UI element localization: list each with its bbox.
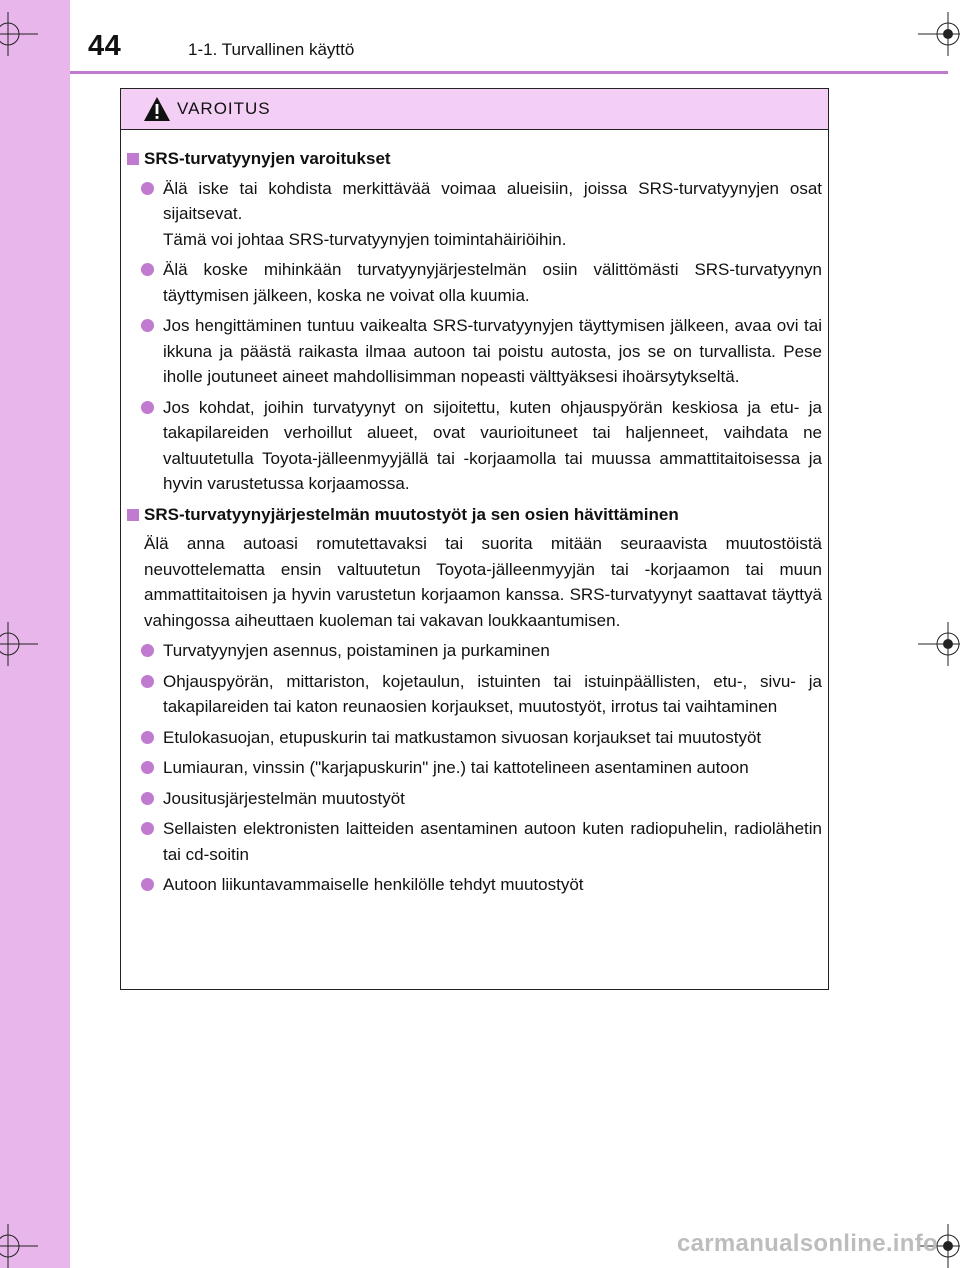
round-bullet-icon: [141, 401, 154, 414]
section-intro: Älä anna autoasi romutettavaksi tai suorita mitään seuraavista muutostöistä neuvottelematta ensin valtuutetun Toyota-jälleenmyyjän tai -korjaamon tai muun ammattitaitoisen ja hyvin varustetun korjaamon kanssa. SRS-turvatyynyt saattavat täyttyä vahingossa aiheuttaen kuoleman tai vakavan loukkaantumisen.: [144, 534, 822, 630]
warning-label: VAROITUS: [177, 99, 271, 118]
round-bullet-icon: [141, 822, 154, 835]
section-heading-text: SRS-turvatyynyjen varoitukset: [144, 149, 391, 168]
header-rule: [70, 71, 948, 74]
list-item: [127, 176, 822, 253]
list-item: [127, 257, 822, 308]
list-item-text: Turvatyynyjen asennus, poistaminen ja purkaminen: [163, 641, 550, 660]
list-item: [127, 755, 822, 781]
round-bullet-icon: [141, 731, 154, 744]
round-bullet-icon: [141, 182, 154, 195]
registration-mark-icon: [0, 12, 38, 56]
list-item-text: Lumiauran, vinssin ("karjapuskurin" jne.) tai kattotelineen asentaminen autoon: [163, 758, 749, 777]
list-item: [127, 638, 822, 664]
round-bullet-icon: [141, 263, 154, 276]
list-item: [127, 786, 822, 812]
list-item: [127, 313, 822, 390]
square-bullet-icon: [127, 509, 139, 521]
round-bullet-icon: [141, 675, 154, 688]
list-item-text: Älä iske tai kohdista merkittävää voimaa alueisiin, joissa SRS-turvatyynyjen osat sijaitsevat.: [163, 178, 822, 223]
round-bullet-icon: [141, 761, 154, 774]
list-item-text: Jousitusjärjestelmän muutostyöt: [163, 788, 405, 808]
list-item-text: Sellaisten elektronisten laitteiden asentaminen autoon kuten radiopuhelin, radiolähetin tai cd-soitin: [163, 819, 822, 864]
warning-box: [120, 88, 829, 990]
list-item-text: Jos hengittäminen tuntuu vaikealta SRS-turvatyynyjen täyttymisen jälkeen, avaa ovi tai ikkuna ja päästä raikasta ilmaa autoon tai poistu autosta, jos se on turvallista. Pese iholle joutuneet aineet mahdollisimman nopeasti välttyäksesi ihoärsytykseltä.: [163, 316, 822, 386]
list-item: [127, 725, 822, 751]
square-bullet-icon: [127, 153, 139, 165]
warning-header: [121, 89, 828, 130]
section-heading: [127, 502, 822, 528]
list-item-text: Ohjauspyörän, mittariston, kojetaulun, istuinten tai istuinpäällisten, etu-, sivu- ja takapilareiden tai katon reunaosien korjaukset, muutostyöt, irrotus tai vaihtaminen: [163, 671, 822, 716]
registration-mark-icon: [918, 12, 960, 56]
list-item-text: Etulokasuojan, etupuskurin tai matkustamon sivuosan korjaukset tai muutostyöt: [163, 727, 762, 747]
registration-mark-icon: [0, 622, 38, 666]
list-item: [127, 872, 822, 898]
round-bullet-icon: [141, 644, 154, 657]
list-item-text: Älä koske mihinkään turvatyynyjärjestelmän osiin välittömästi SRS-turvatyynyn täyttymisen jälkeen, koska ne voivat olla kuumia.: [163, 260, 822, 305]
list-item: [127, 395, 822, 497]
warning-triangle-icon: [143, 96, 171, 122]
watermark-text: carmanualsonline.info: [676, 1230, 938, 1257]
list-item-note: Tämä voi johtaa SRS-turvatyynyjen toimintahäiriöihin.: [163, 229, 567, 249]
section-heading: [127, 146, 822, 172]
list-item: [127, 816, 822, 867]
round-bullet-icon: [141, 319, 154, 332]
section-title: 1-1. Turvallinen käyttö: [188, 40, 355, 59]
page-number: 44: [88, 30, 122, 62]
list-item-text: Autoon liikuntavammaiselle henkilölle tehdyt muutostyöt: [163, 875, 584, 894]
section-heading-text: SRS-turvatyynyjärjestelmän muutostyöt ja sen osien hävittäminen: [144, 504, 679, 524]
round-bullet-icon: [141, 878, 154, 891]
warning-body: [121, 130, 828, 898]
registration-mark-icon: [918, 622, 960, 666]
list-item: [127, 669, 822, 720]
list-item-text: Jos kohdat, joihin turvatyynyt on sijoitettu, kuten ohjauspyörän keskiosa ja etu- ja takapilareiden verhoillut alueet, ovat vaurioituneet tai haljenneet, vaihdata ne valtuutetulla Toyota-jälleenmyyjällä tai -korjaamolla tai muussa ammattitaitoisessa ja hyvin varustetussa korjaamossa.: [163, 397, 822, 493]
registration-mark-icon: [0, 1224, 38, 1268]
round-bullet-icon: [141, 792, 154, 805]
